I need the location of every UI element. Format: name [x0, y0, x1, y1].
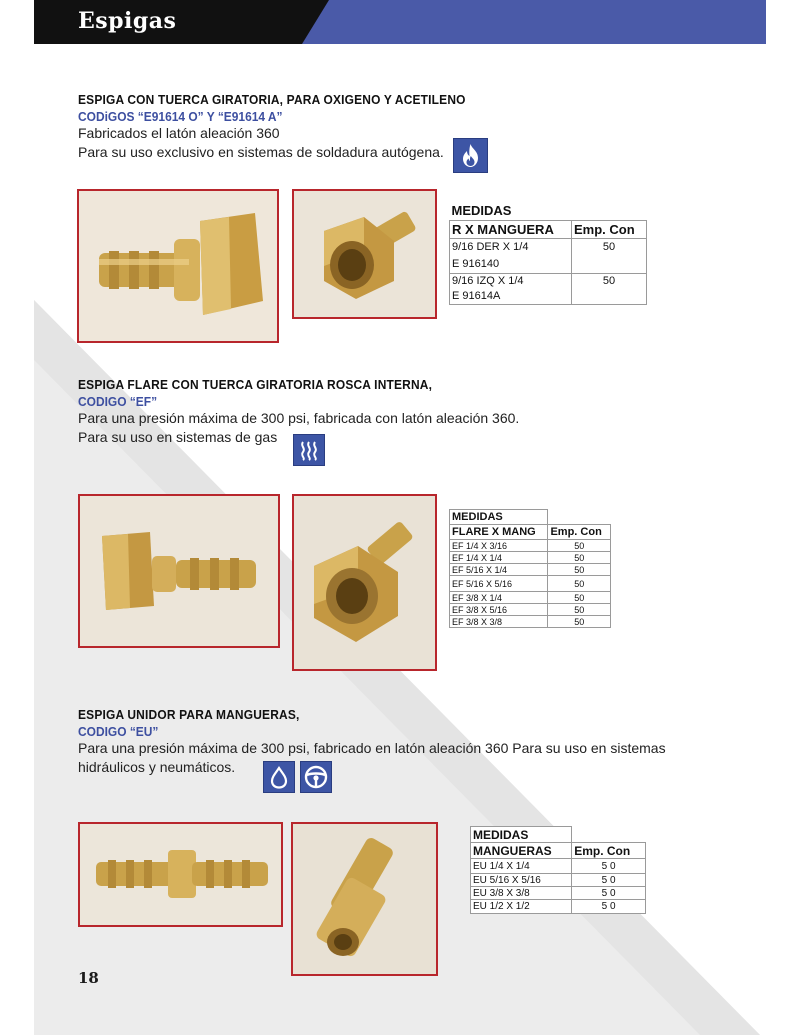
- table-row: [471, 859, 646, 874]
- table-row: [450, 540, 611, 552]
- size-cell: EU 5/16 X 5/16: [471, 874, 572, 887]
- table-heading: MEDIDAS: [451, 203, 512, 218]
- size-cell: EU 3/8 X 3/8: [471, 887, 572, 900]
- qty-cell: 50: [548, 552, 611, 564]
- size-cell: EF 3/8 X 1/4: [450, 592, 548, 604]
- column-header: MANGUERAS: [471, 843, 572, 859]
- size-cell: EF 1/4 X 1/4: [450, 552, 548, 564]
- qty-cell: 50: [548, 576, 611, 592]
- code-cell: E 91614A: [452, 290, 501, 302]
- table-row: [471, 900, 646, 914]
- table-row: [450, 552, 611, 564]
- column-header: R X MANGUERA: [450, 221, 572, 239]
- spec-table-flare: [449, 509, 611, 628]
- size-cell: EU 1/4 X 1/4: [471, 859, 572, 874]
- spec-table-oxygen: [449, 203, 647, 305]
- gas-heat-icon: [293, 434, 325, 466]
- table-row: [450, 604, 611, 616]
- column-header: Emp. Con: [572, 221, 647, 239]
- section-hose-union: [78, 707, 666, 777]
- qty-cell: 5 0: [572, 900, 646, 914]
- qty-cell: 50: [548, 592, 611, 604]
- qty-cell: 50: [548, 564, 611, 576]
- section-line: Para una presión máxima de 300 psi, fabricada con latón aleación 360.: [78, 410, 520, 426]
- flame-icon: [453, 138, 488, 173]
- table-row: [471, 874, 646, 887]
- size-cell: EU 1/2 X 1/2: [471, 900, 572, 914]
- qty-cell: 5 0: [572, 859, 646, 874]
- qty-cell: 50: [548, 604, 611, 616]
- table-heading: MEDIDAS: [471, 827, 572, 843]
- qty-cell: 5 0: [572, 887, 646, 900]
- water-drop-icon: [263, 761, 295, 793]
- size-cell: 9/16 IZQ X 1/4: [452, 275, 524, 287]
- spec-table-hose-union: [470, 826, 646, 914]
- table-row: [450, 576, 611, 592]
- size-cell: 9/16 DER X 1/4: [452, 241, 529, 253]
- section-title: ESPIGA FLARE CON TUERCA GIRATORIA ROSCA INTERNA,: [78, 377, 433, 392]
- section-line: hidráulicos y neumáticos.: [78, 759, 236, 775]
- section-line: Para su uso en sistemas de gas: [78, 429, 278, 445]
- table-row: [450, 592, 611, 604]
- product-photo-side: [78, 494, 280, 648]
- section-code: CODIGO “EF”: [78, 394, 158, 409]
- section-oxygen-acetylene: [78, 92, 499, 162]
- size-cell: EF 5/16 X 1/4: [450, 564, 548, 576]
- page-title: Espigas: [78, 8, 177, 34]
- section-title: ESPIGA UNIDOR PARA MANGUERAS,: [78, 707, 300, 722]
- section-line: Fabricados el latón aleación 360: [78, 125, 280, 141]
- table-row: [450, 616, 611, 628]
- product-photo-side: [78, 822, 283, 927]
- section-title: ESPIGA CON TUERCA GIRATORIA, PARA OXIGENO Y ACETILENO: [78, 92, 466, 107]
- column-header: Emp. Con: [548, 525, 611, 540]
- qty-cell: 50: [548, 540, 611, 552]
- size-cell: EF 3/8 X 3/8: [450, 616, 548, 628]
- table-heading: MEDIDAS: [450, 510, 548, 525]
- section-line: Para su uso exclusivo en sistemas de soldadura autógena.: [78, 144, 444, 160]
- product-photo-side: [77, 189, 279, 343]
- section-code: CODIGO “EU”: [78, 724, 159, 739]
- product-photo-front: [292, 189, 437, 319]
- size-cell: EF 5/16 X 5/16: [450, 576, 548, 592]
- product-photo-front: [291, 822, 438, 976]
- column-header: FLARE X MANG: [450, 525, 548, 540]
- column-header: Emp. Con: [572, 843, 646, 859]
- steering-wheel-icon: [300, 761, 332, 793]
- code-cell: E 916140: [452, 258, 500, 270]
- qty-cell: 50: [572, 239, 647, 274]
- table-row: [450, 564, 611, 576]
- table-row: [450, 239, 647, 274]
- section-line: Para una presión máxima de 300 psi, fabricado en latón aleación 360 Para su uso en sistemas: [78, 740, 666, 756]
- qty-cell: 5 0: [572, 874, 646, 887]
- size-cell: EF 1/4 X 3/16: [450, 540, 548, 552]
- page-number: 18: [78, 969, 99, 987]
- product-photo-front: [292, 494, 437, 671]
- qty-cell: 50: [548, 616, 611, 628]
- section-code: CODiGOS “E91614 O” Y “E91614 A”: [78, 109, 283, 124]
- qty-cell: 50: [572, 274, 647, 305]
- size-cell: EF 3/8 X 5/16: [450, 604, 548, 616]
- table-row: [450, 274, 647, 305]
- table-row: [471, 887, 646, 900]
